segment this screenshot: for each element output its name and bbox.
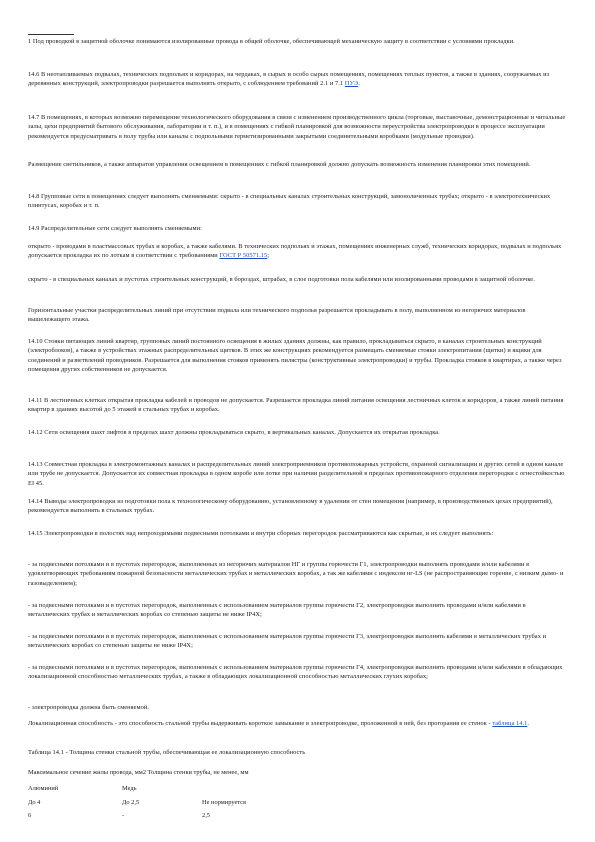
paragraph-14-12: 14.12 Сети освещения шахт лифтов в пределах шахт должны прокладываться скрыто, в вертикальных каналах. Допускается их открытая прокладка. [28, 429, 440, 436]
paragraph-localization [28, 719, 569, 728]
table-cell: До 4 [28, 799, 41, 806]
paragraph-localization-end: . [527, 720, 530, 727]
table-cell: Не нормируется [202, 799, 246, 806]
paragraph-14-9-open-end: ; [267, 252, 270, 260]
footnote-text: 1 Под проводкой в защитной оболочке понимаются изолированные провода в общей оболочке, обеспечивающей механическую защиту в соответствии с условиями прокладки. [28, 38, 515, 45]
table-cell: До 2,5 [122, 799, 140, 806]
paragraph-14-9-horizontal: Горизонтальные участки распределительных линий при отсутствии подвала или технического подполья разрешается прокладывать в полу, выполненном из негорючих материалов вышележащего этажа. [28, 307, 526, 324]
pue-link[interactable]: ПУЭ [344, 80, 359, 88]
paragraph-14-15-replaceable: - электропроводка должна быть сменяемой. [28, 704, 149, 711]
table-header: Максимальное сечение жилы провода, мм2 Толщина стенки трубы, не менее, мм [28, 769, 249, 776]
table-cell: 6 [28, 812, 32, 819]
paragraph-14-13: 14.13 Совместная прокладка в электромонтажных каналах и распределительных линий электроприемников противопожарных устройств, охранной сигнализации и других сетей в одном канале или трубе не допускается. Допускается их совместная прокладка в одном коробе или лотке при наличии разделительной в пределах противопожарного отделения перегородки с огнестойкостью EI 45. [28, 461, 565, 487]
paragraph-14-14: 14.14 Выводы электропроводки из подготовки пола к технологическому оборудованию, установленному в удалении от стен помещения (например, в производственных цехах предприятий), рекомендуется выполнять в стальных трубах. [28, 498, 553, 515]
paragraph-14-9-open-text: открыто - проводами в пластмассовых трубах и коробах, а также кабелями. В технических подпольях и этажах, помещениях инженерных служб, технических коридорах, подвалах и подпольях допускается прокладка их по лоткам в соответствии с требованиями [28, 243, 562, 260]
table-sub-aluminium: Алюминий [28, 785, 59, 792]
paragraph-14-10: 14.10 Стояки питающих линий квартир, групповых линий постоянного освещения в жилых зданиях должны, как правило, прокладываться скрыто, в каналах строительных конструкций (электроблоков), а также в устройствах этажных распределительных щитков. В этих же конструкциях рекомендуется размещать сменяемые стояки электропитания (щитки) и ящики для соединений и разветвлений проводников. Разрешается для выполнения стояков применять пилястры (конструктивные электропроводки) и трубы. Прокладка стояков в квартирах, а также через помещения других собственников не допускается. [28, 338, 562, 374]
paragraph-14-9: 14.9 Распределительные сети следует выполнять сменяемыми: [28, 225, 202, 232]
table-cell: 2,5 [202, 812, 210, 819]
table-14-1-link[interactable]: таблица 14.1 [492, 720, 528, 727]
paragraph-14-15-g3: - за подвесными потолками и в пустотах перегородок, выполненных с использованием материалов группы горючести Г3, электропроводки выполнять кабелями в металлических трубах и металлических коробах со степенью защиты не ниже IP4X; [28, 633, 547, 650]
table-caption: Таблица 14.1 - Толщина стенки стальной трубы, обеспечивающая ее локализационную способность [28, 749, 306, 756]
paragraph-14-15-g4: - за подвесными потолками и в пустотах перегородок, выполненных с использованием материалов группы горючести Г4, электропроводки выполнять проводами и/или кабелями в обладающих локализационной способностью металлических трубах, а также в обладающих локализационной способностью металлических глухих коробах; [28, 664, 563, 681]
paragraph-14-15: 14.15 Электропроводки в полостях над непроходимыми подвесными потолками и внутри сборных перегородок рассматриваются как скрытые, и их следует выполнять: [28, 530, 494, 537]
paragraph-14-9-hidden: скрыто - в специальных каналах и пустотах строительных конструкций, в бороздах, штрабах, в слое подготовки пола кабелями или изолированными проводами в защитной оболочке. [28, 276, 535, 283]
paragraph-14-15-g1: - за подвесными потолками и в пустотах перегородок, выполненных из негорючих материалов НГ и группы горючести Г1, электропроводки выполнять проводами и/или кабелями в удовлетворяющих требованиям пожарной безопасности металлических трубах и металлических коробах, а так же кабелями с индексом нг-LS (не распространяющие горение, с низким дымо- и газовыделением); [28, 561, 564, 587]
paragraph-14-11: 14.11 В лестничных клетках открытая прокладка кабелей и проводов не допускается. Разрешается прокладка линий питания освещения лестничных клеток и коридоров, а также линий питания квартир в зданиях высотой до 5 этажей в стальных трубах и коробах. [28, 397, 564, 414]
gost-link[interactable]: ГОСТ Р 50571.15 [219, 252, 268, 260]
paragraph-14-6 [28, 70, 569, 89]
paragraph-14-7-luminaires: Размещение светильников, а также аппаратов управления освещением в помещениях с гибкой планировкой должно допускать возможность изменения планировки этих помещений. [28, 161, 531, 168]
table-cell: - [122, 812, 125, 819]
footnote-rule [28, 34, 74, 35]
paragraph-14-15-g2: - за подвесными потолками и в пустотах перегородок, выполненных с использованием материалов группы горючести Г2, электропроводки выполнять проводами и/или кабелями в металлических трубах и металлических коробах со степенью защиты не ниже IP4X; [28, 602, 526, 619]
table-sub-copper: Медь [122, 785, 137, 792]
paragraph-localization-text: Локализационная способность - это способность стальной трубы выдерживать короткое замыкание в электропроводке, проложенной в ней, без прогорания ее стенок - [28, 720, 493, 727]
paragraph-14-8: 14.8 Групповые сети в помещениях следует выполнять сменяемыми: скрыто - в специальных каналах строительных конструкций, замоноличенных трубах; открыто - в электротехнических плинтусах, коробах и т. п. [28, 193, 551, 210]
paragraph-14-6-end: . [358, 80, 360, 88]
paragraph-14-7: 14.7 В помещениях, в которых возможно перемещение технологического оборудования в связи с изменением производственного цикла (торговые, выставочные, демонстрационные и читальные залы, цехи предприятий бытового обслуживания, лаборатории и т. п.), и в помещениях с гибкой планировкой для возможности переустройства электропроводки в процессе эксплуатации рекомендуется предусматривать в полу трубы или каналы с подпольными герметизированными закрытыми соединительными коробками (модульные проводки). [28, 114, 566, 140]
paragraph-14-6-text: 14.6 В неотапливаемых подвалах, технических подпольях и коридорах, на чердаках, в сырых и особо сырых помещениях, помещениях теплых пунктов, а также в зданиях, сооружаемых из деревянных конструкций, электропроводки разрешается выполнять открыто, с соблюдением требований 2.1 и 7.1 [28, 71, 550, 88]
paragraph-14-9-open [28, 242, 569, 261]
